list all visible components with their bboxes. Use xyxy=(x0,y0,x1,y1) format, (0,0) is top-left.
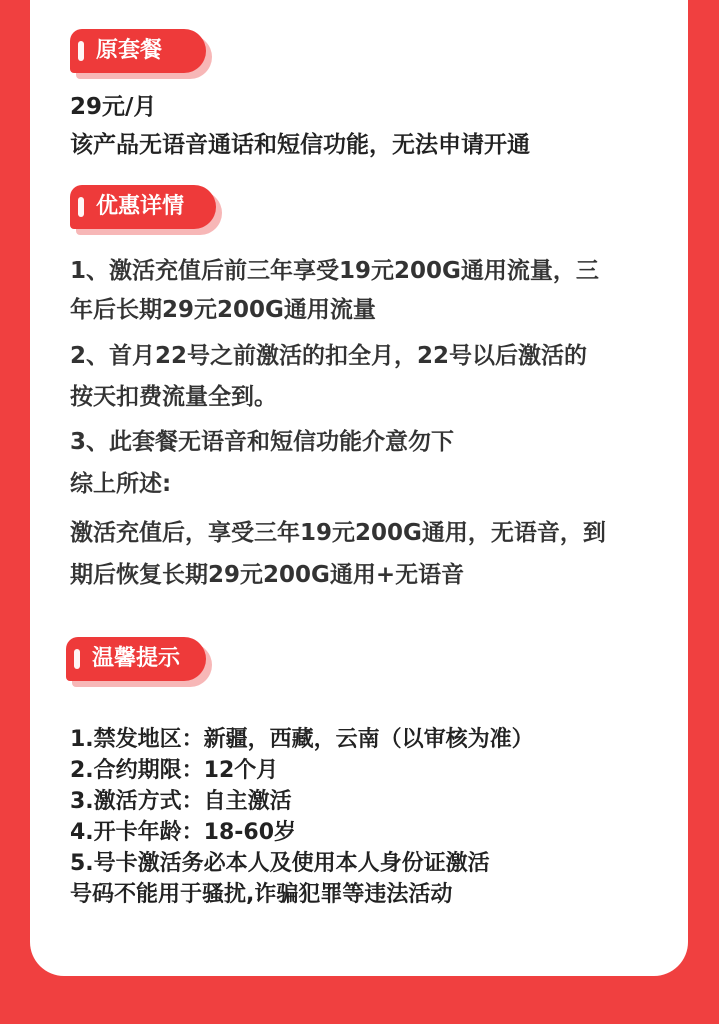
tips-tag-label: 温馨提示 xyxy=(92,646,181,671)
discount-line: 1、激活充值后前三年享受19元200G通用流量，三 xyxy=(70,258,599,284)
discount-summary-heading: 综上所述: xyxy=(70,471,172,497)
plan-note: 该产品无语音通话和短信功能，无法申请开通 xyxy=(70,132,530,158)
discount-tag xyxy=(70,185,216,229)
discount-line: 年后长期29元200G通用流量 xyxy=(70,297,376,323)
discount-line: 3、此套餐无语音和短信功能介意勿下 xyxy=(70,429,455,455)
tip-item: 号码不能用于骚扰,诈骗犯罪等违法活动 xyxy=(70,882,453,907)
discount-tag-label: 优惠详情 xyxy=(96,194,185,219)
original-plan-tag xyxy=(70,29,206,73)
discount-line: 2、首月22号之前激活的扣全月，22号以后激活的 xyxy=(70,343,588,369)
discount-line: 激活充值后，享受三年19元200G通用，无语音，到 xyxy=(70,520,606,546)
discount-line: 期后恢复长期29元200G通用+无语音 xyxy=(70,562,465,588)
tip-item: 2.合约期限：12个月 xyxy=(70,758,279,783)
tip-item: 4.开卡年龄：18-60岁 xyxy=(70,820,297,845)
tip-item: 5.号卡激活务必本人及使用本人身份证激活 xyxy=(70,851,490,876)
tip-item: 3.激活方式：自主激活 xyxy=(70,789,292,814)
tip-item: 1.禁发地区：新疆，西藏，云南（以审核为准） xyxy=(70,727,534,752)
original-plan-tag-label: 原套餐 xyxy=(96,38,163,63)
discount-line: 按天扣费流量全到。 xyxy=(70,384,277,410)
tips-tag xyxy=(66,637,206,681)
plan-price: 29元/月 xyxy=(70,94,157,120)
